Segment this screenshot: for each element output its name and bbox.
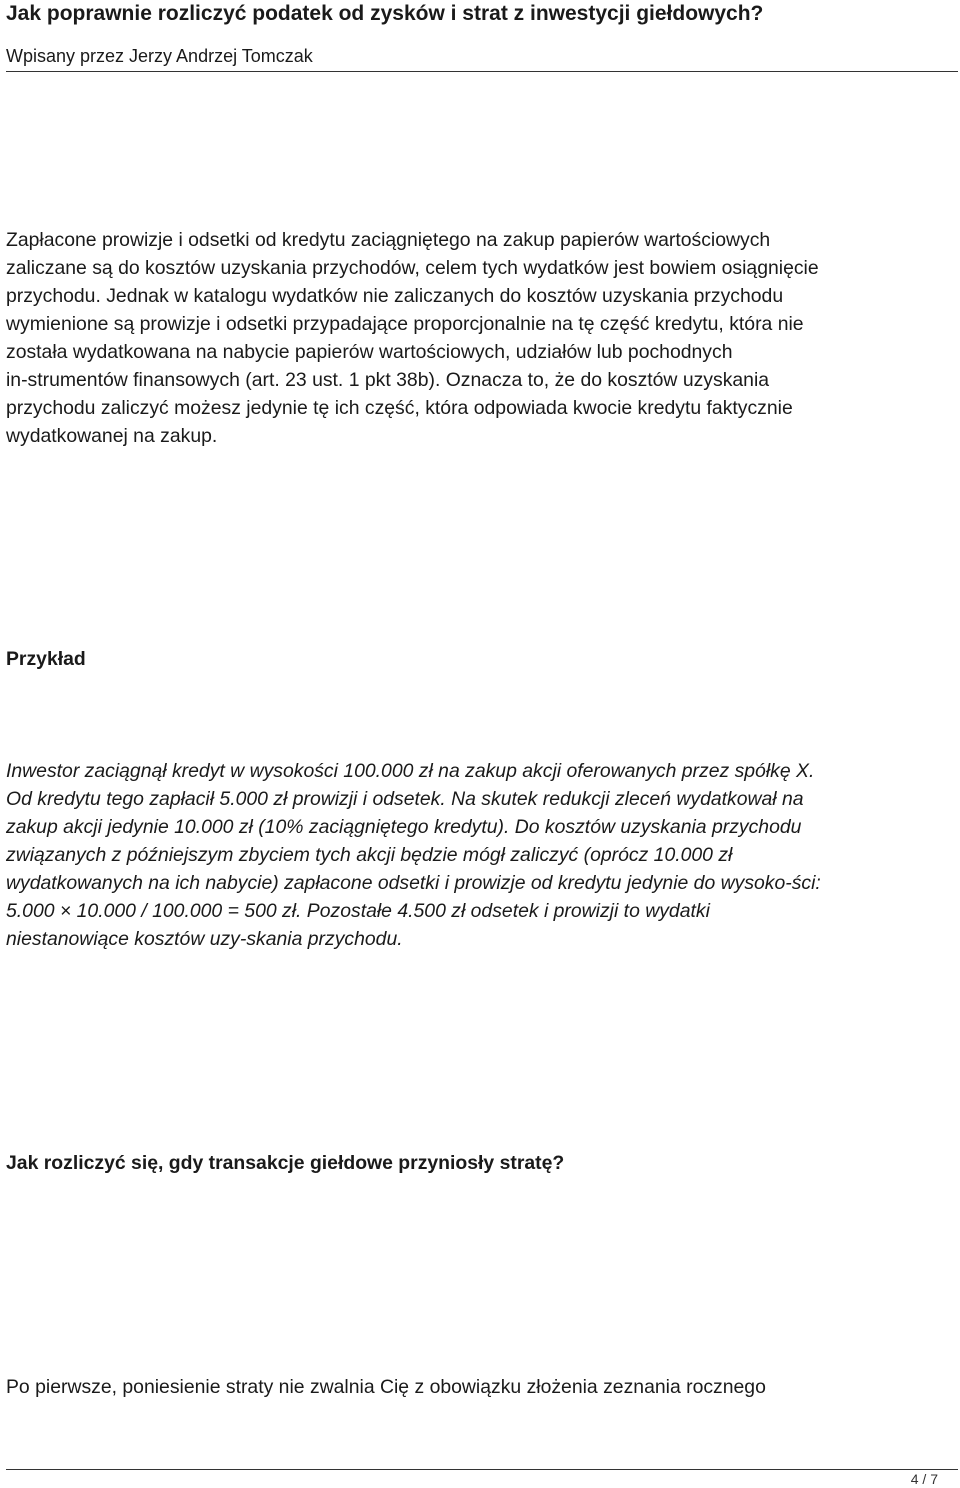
author-line: Wpisany przez Jerzy Andrzej Tomczak	[6, 46, 313, 66]
document-title: Jak poprawnie rozliczyć podatek od zysków i strat z inwestycji giełdowych?	[6, 2, 764, 25]
footer-divider	[6, 1469, 958, 1470]
paragraph-costs	[6, 226, 958, 450]
text-line: Po pierwsze, poniesienie straty nie zwalnia Cię z obowiązku złożenia zeznania rocznego	[6, 1376, 766, 1398]
page-number: 4 / 7	[910, 1471, 938, 1487]
text-line: przychodu. Jednak w katalogu wydatków nie zaliczanych do kosztów uzyskania przychodu	[6, 285, 784, 307]
example-paragraph	[6, 757, 958, 953]
text-line: wydatkowanych na ich nabycie) zapłacone odsetki i prowizje od kredytu jedynie do wysoko-ści:	[6, 872, 821, 894]
text-line: wymienione są prowizje i odsetki przypadające proporcjonalnie na tę część kredytu, która nie	[6, 313, 804, 335]
text-line: Od kredytu tego zapłacił 5.000 zł prowizji i odsetek. Na skutek redukcji zleceń wydatkował na	[6, 788, 804, 810]
text-line: in-strumentów finansowych (art. 23 ust. 1 pkt 38b). Oznacza to, że do kosztów uzyskania	[6, 369, 770, 391]
header-divider	[6, 71, 958, 72]
text-line: wydatkowanej na zakup.	[6, 425, 218, 447]
example-heading: Przykład	[6, 648, 86, 670]
text-line: 5.000 × 10.000 / 100.000 = 500 zł. Pozostałe 4.500 zł odsetek i prowizji to wydatki	[6, 900, 710, 922]
text-line: przychodu zaliczyć możesz jedynie tę ich część, która odpowiada kwocie kredytu faktycznie	[6, 397, 793, 419]
section-heading-loss: Jak rozliczyć się, gdy transakcje giełdowe przyniosły stratę?	[6, 1152, 565, 1174]
text-line: została wydatkowana na nabycie papierów wartościowych, udziałów lub pochodnych	[6, 341, 733, 363]
text-line: związanych z późniejszym zbyciem tych akcji będzie mógł zaliczyć (oprócz 10.000 zł	[6, 844, 733, 866]
text-line: niestanowiące kosztów uzy-skania przychodu.	[6, 928, 403, 950]
text-line: zaliczane są do kosztów uzyskania przychodów, celem tych wydatków jest bowiem osiągnięcie	[6, 257, 819, 279]
text-line: Zapłacone prowizje i odsetki od kredytu zaciągniętego na zakup papierów wartościowych	[6, 229, 771, 251]
text-line: Inwestor zaciągnął kredyt w wysokości 100.000 zł na zakup akcji oferowanych przez spółkę X.	[6, 760, 815, 782]
paragraph-loss	[6, 1373, 958, 1401]
text-line: zakup akcji jedynie 10.000 zł (10% zaciągniętego kredytu). Do kosztów uzyskania przychodu	[6, 816, 802, 838]
